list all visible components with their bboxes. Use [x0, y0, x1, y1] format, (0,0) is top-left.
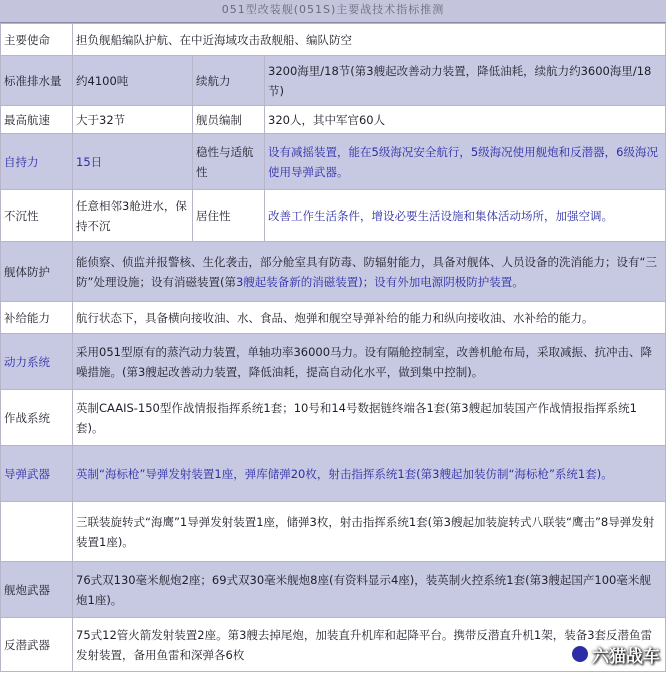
table-row — [1, 334, 666, 390]
spec-table — [0, 23, 666, 672]
row-value: 英制“海标枪”导弹发射装置1座，弹库储弹20枚，射击指挥系统1套(第3艘起加装仿制“海标枪”系统1套)。 — [73, 446, 666, 502]
table-row — [1, 618, 666, 672]
row-value: 担负舰船编队护航、在中近海域攻击敌舰船、编队防空 — [73, 24, 666, 56]
row-label-secondary: 稳性与适航性 — [193, 134, 265, 190]
row-label: 舰炮武器 — [1, 562, 73, 618]
row-label: 动力系统 — [1, 334, 73, 390]
row-value-secondary: 设有减摇装置，能在5级海况安全航行，5级海况使用舰炮和反潜器，6级海况使用导弹武器。 — [265, 134, 666, 190]
row-value: 15日 — [73, 134, 193, 190]
row-label: 最高航速 — [1, 106, 73, 134]
row-value: 约4100吨 — [73, 56, 193, 106]
row-value: 航行状态下，具备横向接收油、水、食品、炮弹和舰空导弹补给的能力和纵向接收油、水补给的能力。 — [73, 302, 666, 334]
row-value-secondary: 320人，其中军官60人 — [265, 106, 666, 134]
row-label — [1, 502, 73, 562]
row-value: 采用051型原有的蒸汽动力装置，单轴功率36000马力。设有隔舱控制室，改善机舱布局，采取减振、抗冲击、降噪措施。(第3艘起改善动力装置，降低油耗，提高自动化水平，做到集中控制)。 — [73, 334, 666, 390]
row-value-part-highlight: 3艘起装备新的消磁装置)；设有外加电源阴极防护装置。 — [235, 274, 524, 289]
row-value: 英制CAAIS-150型作战情报指挥系统1套；10号和14号数据链终端各1套(第3艘起加装国产作战情报指挥系统1套)。 — [73, 390, 666, 446]
table-row — [1, 134, 666, 190]
row-label: 标准排水量 — [1, 56, 73, 106]
row-label: 自持力 — [1, 134, 73, 190]
watermark-text: 六猫战车 — [592, 647, 660, 667]
row-label: 主要使命 — [1, 24, 73, 56]
row-value: 75式12管火箭发射装置2座。第3艘去掉尾炮，加装直升机库和起降平台。携带反潜直升机1架，装备3套反潜鱼雷发射装置，备用鱼雷和深弹各6枚 — [73, 618, 666, 672]
row-label-secondary: 续航力 — [193, 56, 265, 106]
row-value: 大于32节 — [73, 106, 193, 134]
table-row — [1, 24, 666, 56]
table-row — [1, 562, 666, 618]
row-value-secondary: 改善工作生活条件，增设必要生活设施和集体活动场所，加强空调。 — [265, 190, 666, 242]
table-row — [1, 390, 666, 446]
table-row — [1, 446, 666, 502]
row-label-secondary: 居住性 — [193, 190, 265, 242]
row-value — [73, 242, 666, 302]
row-label: 不沉性 — [1, 190, 73, 242]
table-row — [1, 56, 666, 106]
table-row — [1, 190, 666, 242]
row-label: 舰体防护 — [1, 242, 73, 302]
row-label-secondary: 舰员编制 — [193, 106, 265, 134]
table-row — [1, 502, 666, 562]
row-label: 补给能力 — [1, 302, 73, 334]
row-label: 反潜武器 — [1, 618, 73, 672]
table-row — [1, 106, 666, 134]
logo-icon — [570, 644, 590, 664]
row-value: 三联装旋转式“海鹰”1导弹发射装置1座，储弹3枚，射击指挥系统1套(第3艘起加装旋转式八联装“鹰击”8导弹发射装置1座)。 — [73, 502, 666, 562]
row-value-secondary: 3200海里/18节(第3艘起改善动力装置，降低油耗，续航力约3600海里/18节) — [265, 56, 666, 106]
row-value: 76式双130毫米舰炮2座；69式双30毫米舰炮8座(有资料显示4座)，装英制火控系统1套(第3艘起国产100毫米舰炮1座)。 — [73, 562, 666, 618]
row-label: 作战系统 — [1, 390, 73, 446]
table-row — [1, 242, 666, 302]
table-row — [1, 302, 666, 334]
watermark — [570, 642, 660, 667]
row-value-part: 能侦察、侦监并报警核、生化袭击，部分舱室具有防毒、防辐射能力，具备对舰体、人员设备的洗消能力；设有“三防”处理设施；设有消磁装置(第 — [76, 254, 657, 289]
row-label: 导弹武器 — [1, 446, 73, 502]
table-title: 051型改装舰(051S)主要战技术指标推测 — [0, 0, 666, 23]
row-value: 任意相邻3舱进水，保持不沉 — [73, 190, 193, 242]
